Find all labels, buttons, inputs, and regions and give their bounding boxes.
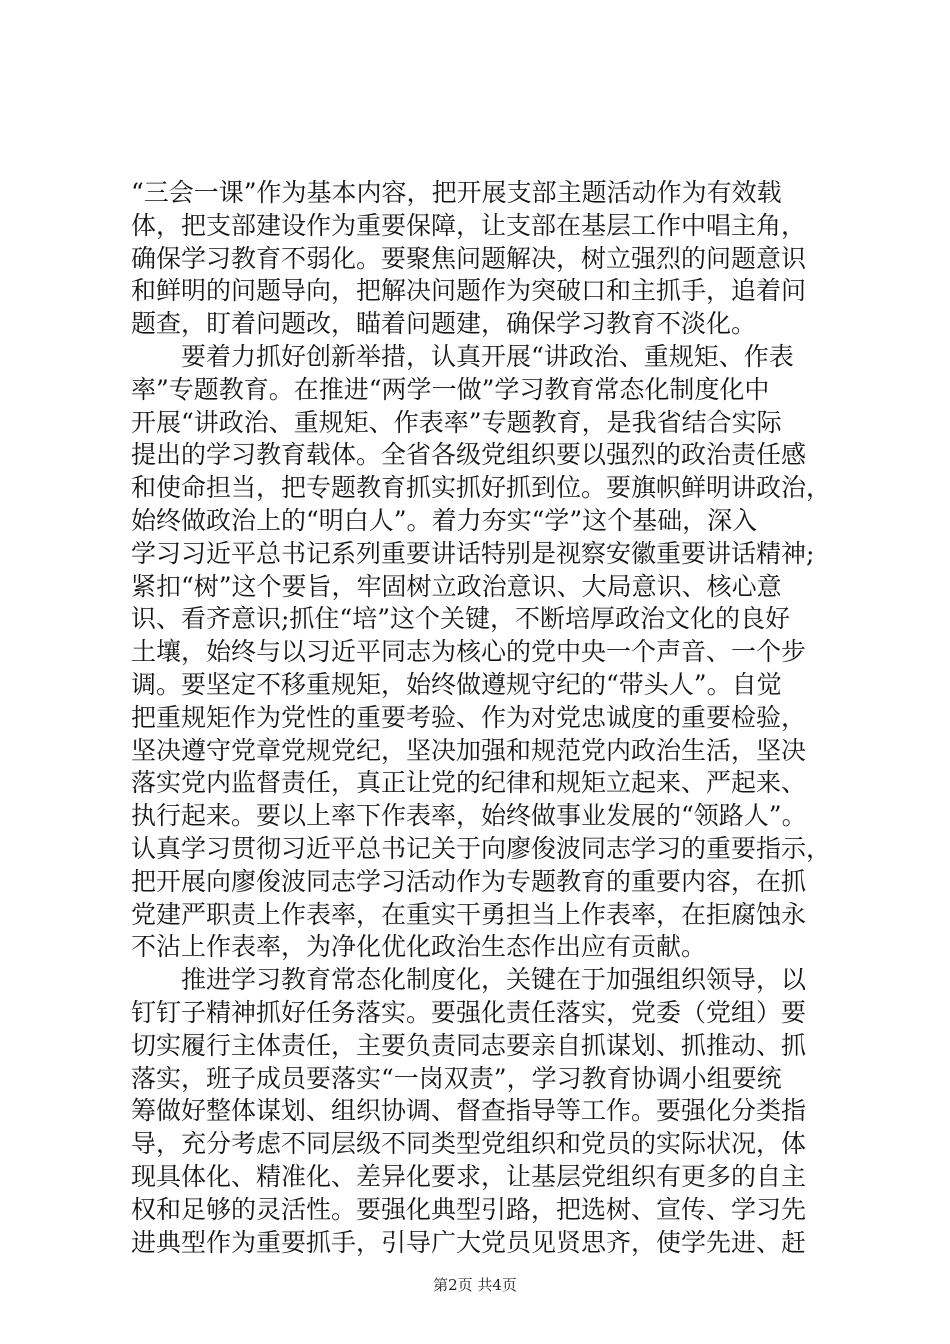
text-line: 和鲜明的问题导向，把解决问题作为突破口和主抓手，追着问 [131, 276, 807, 306]
text-line: 率”专题教育。在推进“两学一做”学习教育常态化制度化中 [131, 374, 770, 404]
text-line: 坚决遵守党章党规党纪，坚决加强和规范党内政治生活，坚决 [131, 735, 807, 765]
text-line: 始终做政治上的“明白人”。着力夯实“学”这个基础，深入 [131, 505, 758, 535]
text-line: 识、看齐意识;抓住“培”这个关键，不断培厚政治文化的良好 [131, 604, 790, 634]
text-line: 题查，盯着问题改，瞄着问题建，确保学习教育不淡化。 [131, 309, 757, 339]
text-line: 体，把支部建设作为重要保障，让支部在基层工作中唱主角， [131, 210, 807, 240]
text-line: 调。要坚定不移重规矩，始终做遵规守纪的“带头人”。自觉 [131, 669, 782, 699]
text-line: 进典型作为重要抓手，引导广大党员见贤思齐，使学先进、赶 [131, 1227, 807, 1257]
text-line: 开展“讲政治、重规矩、作表率”专题教育，是我省结合实际 [131, 407, 782, 437]
page-footer: 第2页 共4页 [433, 1276, 517, 1294]
text-line: 紧扣“树”这个要旨，牢固树立政治意识、大局意识、核心意 [131, 571, 782, 601]
text-line: 执行起来。要以上率下作表率，始终做事业发展的“领路人”。 [131, 801, 807, 831]
text-line: 土壤，始终与以习近平同志为核心的党中央一个声音、一个步 [131, 637, 807, 667]
text-line: 把重规矩作为党性的重要考验、作为对党忠诚度的重要检验， [131, 702, 807, 732]
text-line: 落实党内监督责任，真正让党的纪律和规矩立起来、严起来、 [131, 768, 807, 798]
text-line: 钉钉子精神抓好任务落实。要强化责任落实，党委（党组）要 [131, 997, 807, 1027]
text-line: 切实履行主体责任，主要负责同志要亲自抓谋划、抓推动、抓 [131, 1030, 807, 1060]
text-line: 党建严职责上作表率，在重实干勇担当上作表率，在拒腐蚀永 [131, 899, 807, 929]
text-line: 和使命担当，把专题教育抓实抓好抓到位。要旗帜鲜明讲政治， [131, 473, 832, 503]
text-line: 学习习近平总书记系列重要讲话特别是视察安徽重要讲话精神; [131, 538, 815, 568]
text-line: 要着力抓好创新举措，认真开展“讲政治、重规矩、作表 [131, 341, 794, 371]
text-line: 认真学习贯彻习近平总书记关于向廖俊波同志学习的重要指示， [131, 833, 832, 863]
text-line: 推进学习教育常态化制度化，关键在于加强组织领导，以 [131, 965, 807, 995]
text-line: 确保学习教育不弱化。要聚焦问题解决，树立强烈的问题意识 [131, 243, 807, 273]
text-line: 筹做好整体谋划、组织协调、督查指导等工作。要强化分类指 [131, 1096, 807, 1126]
body-text [131, 177, 832, 1259]
text-line: 把开展向廖俊波同志学习活动作为专题教育的重要内容，在抓 [131, 866, 807, 896]
text-line: “三会一课”作为基本内容，把开展支部主题活动作为有效载 [131, 178, 782, 207]
text-line: 落实，班子成员要落实“一岗双责”，学习教育协调小组要统 [131, 1063, 782, 1093]
text-line: 导，充分考虑不同层级不同类型党组织和党员的实际状况，体 [131, 1129, 807, 1159]
text-line: 现具体化、精准化、差异化要求，让基层党组织有更多的自主 [131, 1161, 807, 1191]
text-line: 权和足够的灵活性。要强化典型引路，把选树、宣传、学习先 [131, 1194, 807, 1224]
text-line: 提出的学习教育载体。全省各级党组织要以强烈的政治责任感 [131, 440, 807, 470]
text-line: 不沾上作表率，为净化优化政治生态作出应有贡献。 [131, 932, 707, 962]
